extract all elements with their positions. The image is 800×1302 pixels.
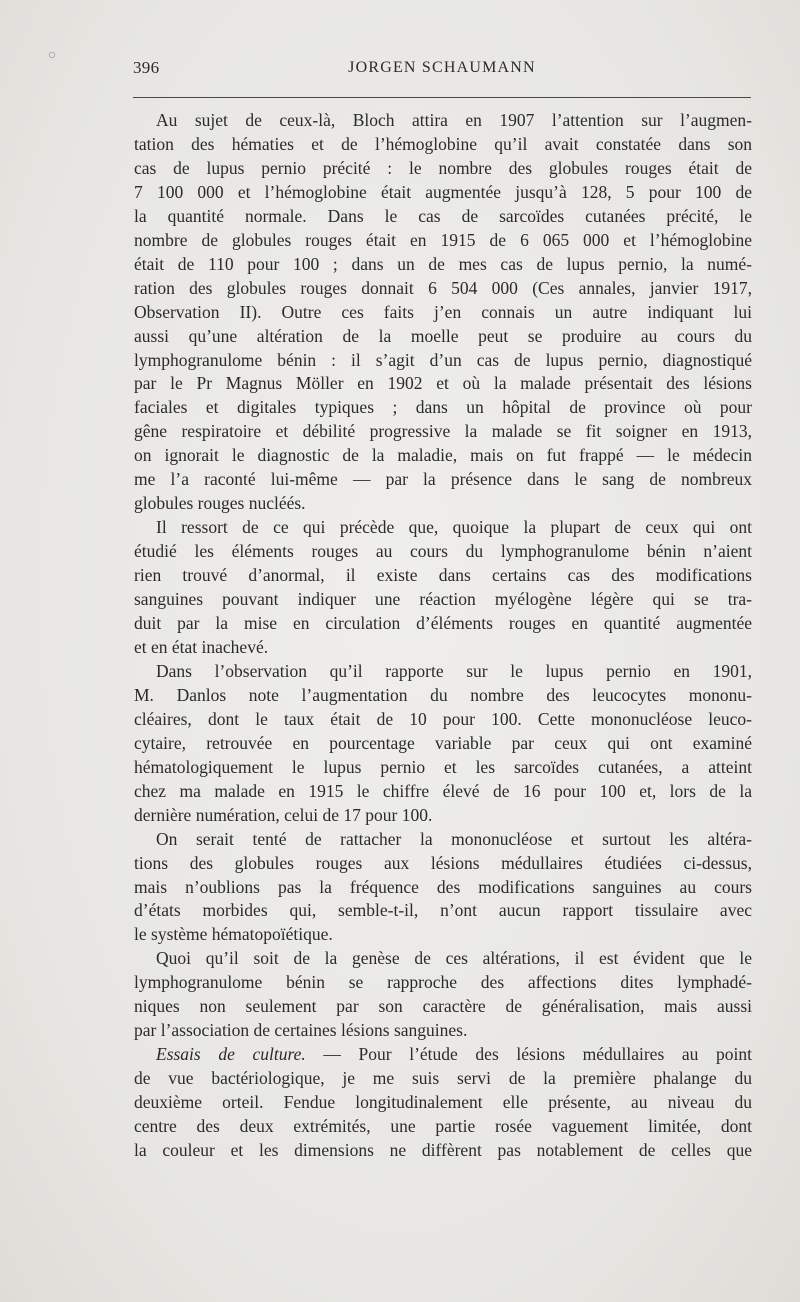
header-rule	[133, 97, 751, 98]
text-line: on ignorait le diagnostic de la maladie, mais on fut frappé — le médecin	[134, 445, 752, 466]
text-line: aussi qu’une altération de la moelle peut se produire au cours du	[134, 325, 752, 346]
text-line: par le Pr Magnus Möller en 1902 et où la malade présentait des lésions	[134, 373, 752, 394]
page-number: 396	[133, 58, 160, 77]
text-line: niques non seulement par son caractère de généralisation, mais aussi	[134, 996, 752, 1017]
text-line: hématologiquement le lupus pernio et les sarcoïdes cutanées, a atteint	[134, 756, 752, 777]
page-header	[133, 58, 751, 88]
text-line: 7 100 000 et l’hémoglobine était augmentée jusqu’à 128, 5 pour 100 de	[134, 181, 752, 202]
section-lead-line	[134, 1043, 752, 1067]
text-line: Il ressort de ce qui précède que, quoique la plupart de ceux qui ont	[156, 517, 752, 538]
text-line: était de 110 pour 100 ; dans un de mes cas de lupus pernio, la numé-	[134, 253, 752, 274]
text-line: cas de lupus pernio précité : le nombre des globules rouges était de	[134, 157, 752, 178]
text-line: duit par la mise en circulation d’éléments rouges en quantité augmentée	[134, 613, 752, 634]
section-title-italic: Essais de culture.	[156, 1044, 306, 1065]
text-line: nombre de globules rouges était en 1915 de 6 065 000 et l’hémoglobine	[134, 229, 752, 250]
body-text	[134, 109, 752, 1163]
text-line: mais n’oublions pas la fréquence des modifications sanguines au cours	[134, 876, 752, 897]
text-line: sanguines pouvant indiquer une réaction myélogène légère qui se tra-	[134, 589, 752, 610]
text-line: tions des globules rouges aux lésions médullaires étudiées ci-dessus,	[134, 852, 752, 873]
text-line: Observation II). Outre ces faits j’en connais un autre indiquant lui	[134, 301, 752, 322]
text-line: étudié les éléments rouges au cours du lymphogranulome bénin n’aient	[134, 541, 752, 562]
text-line: tation des hématies et de l’hémoglobine qu’il avait constatée dans son	[134, 133, 752, 154]
text-line: gêne respiratoire et débilité progressive la malade se fit soigner en 1913,	[134, 421, 752, 442]
text-line: deuxième orteil. Fendue longitudinalement elle présente, au niveau du	[134, 1092, 752, 1113]
text-line: cytaire, retrouvée en pourcentage variable par ceux qui ont examiné	[134, 732, 752, 753]
text-line: M. Danlos note l’augmentation du nombre des leucocytes mononu-	[134, 684, 752, 705]
margin-circle-icon: ○	[48, 48, 57, 63]
text-line: rien trouvé d’anormal, il existe dans certains cas des modifications	[134, 565, 752, 586]
text-line: centre des deux extrémités, une partie rosée vaguement limitée, dont	[134, 1116, 752, 1137]
text-line: le système hématopoïétique.	[134, 924, 333, 945]
text-line: faciales et digitales typiques ; dans un hôpital de province où pour	[134, 397, 752, 418]
text-line: lymphogranulome bénin se rapproche des affections dites lymphadé-	[134, 972, 752, 993]
text-line: d’états morbides qui, semble-t-il, n’ont aucun rapport tissulaire avec	[134, 900, 752, 921]
text-line: lymphogranulome bénin : il s’agit d’un cas de lupus pernio, diagnostiqué	[134, 349, 752, 370]
text-line: Au sujet de ceux-là, Bloch attira en 1907 l’attention sur l’augmen-	[156, 110, 752, 130]
text-line: Dans l’observation qu’il rapporte sur le lupus pernio en 1901,	[156, 660, 752, 681]
text-line: cléaires, dont le taux était de 10 pour 100. Cette mononucléose leuco-	[134, 708, 752, 729]
text-line: la couleur et les dimensions ne diffèrent pas notablement de celles que	[134, 1139, 752, 1160]
text-line: la quantité normale. Dans le cas de sarcoïdes cutanées précité, le	[134, 205, 752, 226]
running-head: JORGEN SCHAUMANN	[348, 59, 536, 76]
section-lead-rest: — Pour l’étude des lésions médullaires au point	[305, 1044, 752, 1065]
text-line: dernière numération, celui de 17 pour 100.	[134, 804, 433, 825]
text-line: par l’association de certaines lésions sanguines.	[134, 1020, 468, 1041]
text-line: me l’a raconté lui-même — par la présence dans le sang de nombreux	[134, 469, 752, 490]
text-line: globules rouges nucléés.	[134, 493, 306, 514]
text-line: et en état inachevé.	[134, 636, 269, 657]
text-line: chez ma malade en 1915 le chiffre élevé de 16 pour 100 et, lors de la	[134, 780, 752, 801]
text-line: ration des globules rouges donnait 6 504 000 (Ces annales, janvier 1917,	[134, 277, 752, 298]
text-line: de vue bactériologique, je me suis servi de la première phalange du	[134, 1068, 752, 1089]
text-line: Quoi qu’il soit de la genèse de ces altérations, il est évident que le	[156, 948, 752, 969]
text-line: On serait tenté de rattacher la mononucléose et surtout les altéra-	[156, 828, 752, 849]
